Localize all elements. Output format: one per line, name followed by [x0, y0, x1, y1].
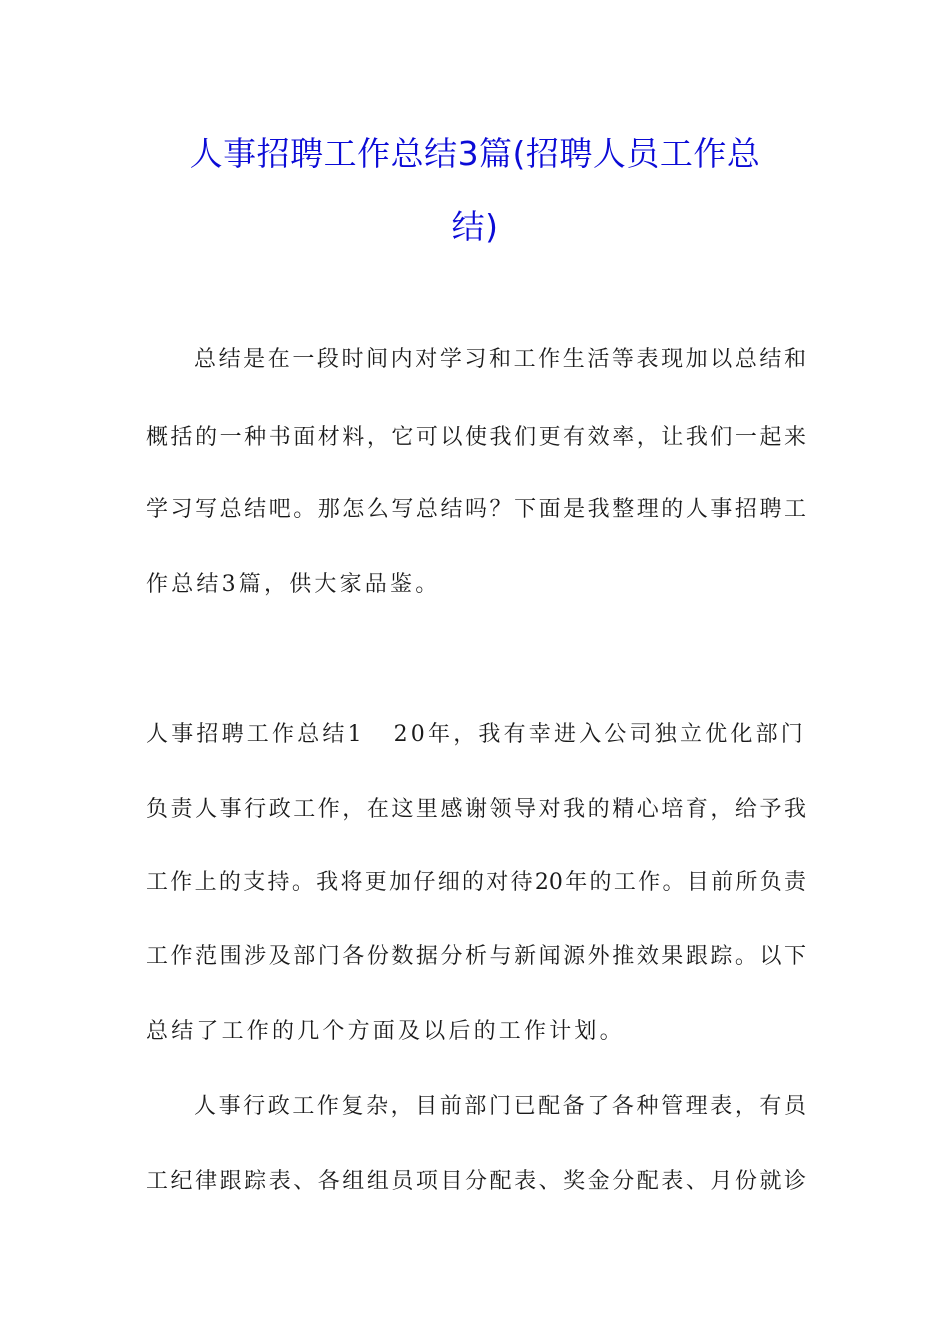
heading-spacer	[365, 722, 394, 748]
document-title-line-2: 结)	[451, 207, 499, 246]
intro-line-1: 总结是在一段时间内对学习和工作生活等表现加以总结和	[194, 347, 806, 372]
section1-first-line-text: 20年，我有幸进入公司独立优化部门	[393, 722, 806, 747]
intro-line-2: 概括的一种书面材料，它可以使我们更有效率，让我们一起来	[146, 425, 806, 450]
para2-line-1: 人事行政工作复杂，目前部门已配备了各种管理表，有员	[194, 1094, 806, 1119]
intro-line-4: 作总结3篇，供大家品鉴。	[146, 572, 441, 597]
section1-line-2: 负责人事行政工作，在这里感谢领导对我的精心培育，给予我	[146, 797, 806, 822]
para2-line-2: 工纪律跟踪表、各组组员项目分配表、奖金分配表、月份就诊	[146, 1169, 806, 1194]
section1-first-line	[146, 722, 806, 748]
section1-heading: 人事招聘工作总结1	[146, 722, 365, 747]
section1-line-3: 工作上的支持。我将更加仔细的对待20年的工作。目前所负责	[146, 870, 806, 895]
intro-line-3: 学习写总结吧。那怎么写总结吗？下面是我整理的人事招聘工	[146, 497, 806, 522]
section1-line-4: 工作范围涉及部门各份数据分析与新闻源外推效果跟踪。以下	[146, 944, 806, 969]
section1-line-5: 总结了工作的几个方面及以后的工作计划。	[146, 1019, 625, 1044]
document-title-line-1: 人事招聘工作总结3篇(招聘人员工作总	[189, 134, 761, 173]
